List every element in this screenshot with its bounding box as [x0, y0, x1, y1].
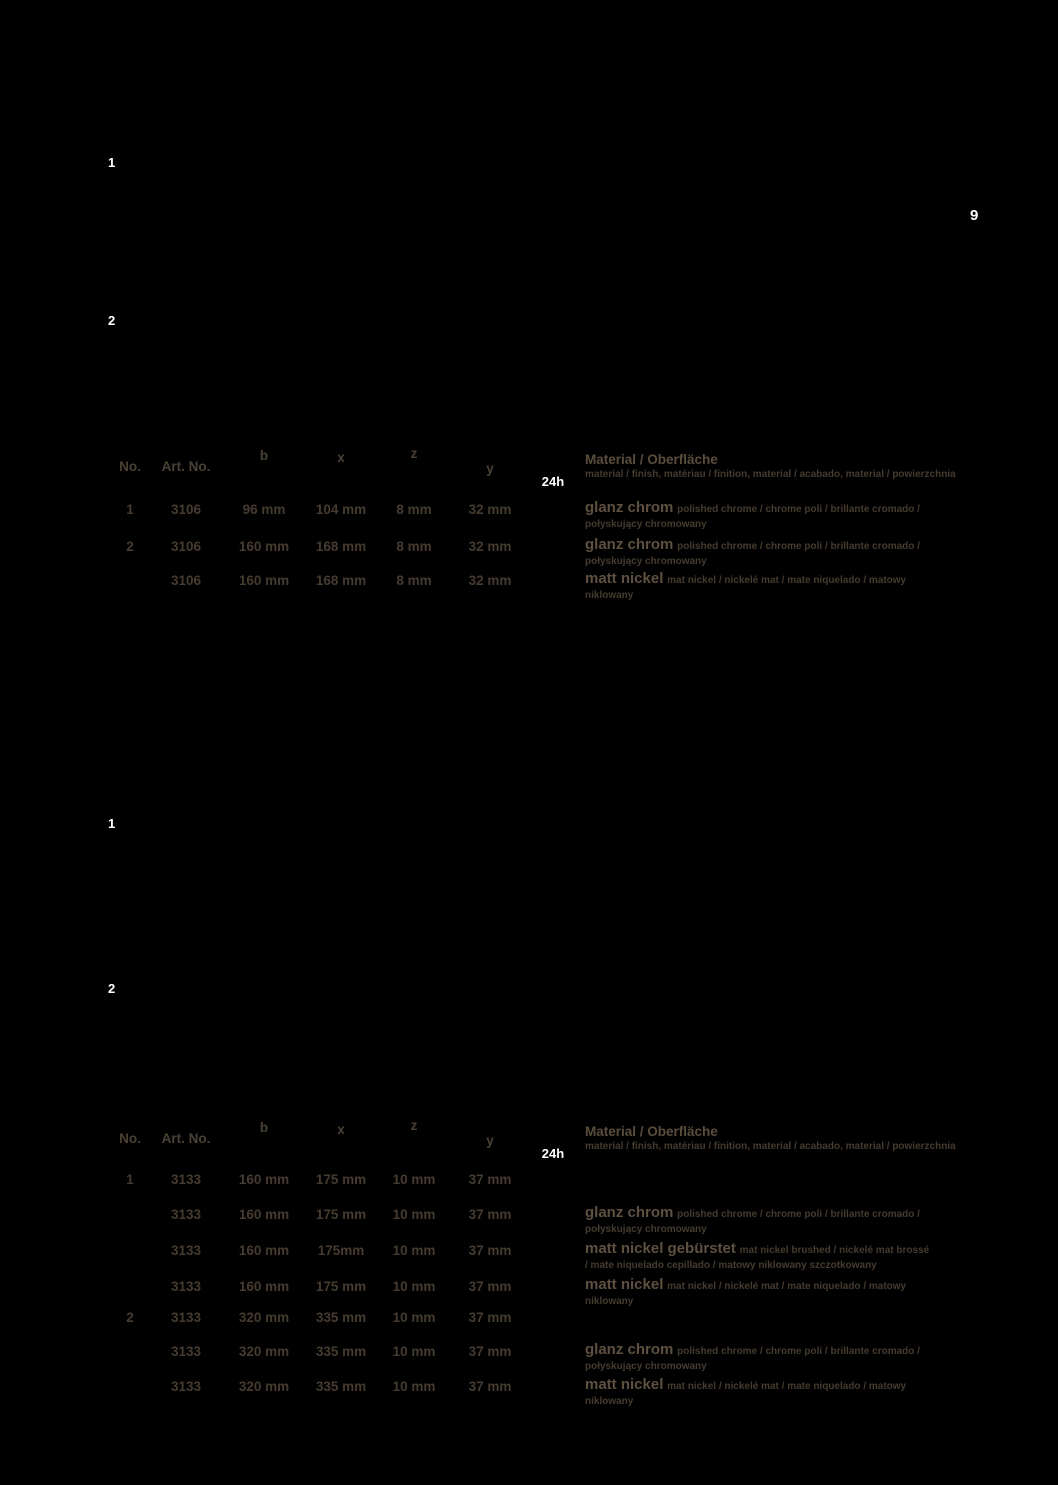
finish-name: matt nickel — [585, 1276, 664, 1293]
cell-material — [585, 1206, 930, 1236]
cell-b: 320 mm — [238, 1344, 290, 1359]
cell-art-no: 3133 — [170, 1279, 202, 1294]
finish-name: glanz chrom — [585, 1204, 674, 1221]
section1-item-label-2: 2 — [108, 313, 116, 328]
table-row — [0, 570, 1058, 601]
cell-art-no: 3133 — [170, 1344, 202, 1359]
cell-x: 175 mm — [315, 1172, 367, 1187]
cell-y: 37 mm — [468, 1344, 512, 1359]
cell-z: 10 mm — [392, 1243, 436, 1258]
spec-table-2-header — [0, 1118, 1058, 1161]
table-row — [0, 1310, 1058, 1326]
table-row — [0, 1172, 1058, 1188]
header-no: No. — [119, 459, 141, 474]
availability-24h-badge: 24h — [541, 474, 565, 489]
header-no: No. — [119, 1131, 141, 1146]
cell-y: 32 mm — [468, 573, 512, 588]
table-row — [0, 499, 1058, 530]
cell-z: 10 mm — [392, 1172, 436, 1187]
cell-x: 104 mm — [315, 502, 367, 517]
finish-description: polished chrome / chrome poli / brillante cromado / połyskujący chromowany — [585, 504, 920, 530]
cell-x: 175mm — [317, 1243, 365, 1258]
cell-y: 37 mm — [468, 1172, 512, 1187]
cell-material — [585, 1378, 930, 1408]
cell-z: 8 mm — [396, 573, 432, 588]
finish-description: mat nickel brushed / nickelé mat brossé / mate niquelado cepillado / matowy niklowany szczotkowany — [585, 1245, 930, 1271]
cell-art-no: 3133 — [170, 1379, 202, 1394]
cell-b: 96 mm — [242, 502, 286, 517]
finish-name: matt nickel gebürstet — [585, 1240, 736, 1257]
header-material-title: Material / Oberfläche — [585, 1124, 718, 1139]
header-x: x — [337, 450, 345, 465]
cell-material — [585, 1278, 930, 1308]
cell-z: 10 mm — [392, 1279, 436, 1294]
cell-y: 37 mm — [468, 1279, 512, 1294]
header-y: y — [486, 1133, 494, 1148]
finish-description: polished chrome / chrome poli / brillante cromado / połyskujący chromowany — [585, 541, 920, 567]
finish-name: matt nickel — [585, 1376, 664, 1393]
cell-x: 335 mm — [315, 1310, 367, 1325]
table-row — [0, 1376, 1058, 1407]
cell-no: 2 — [126, 1310, 134, 1325]
cell-x: 168 mm — [315, 573, 367, 588]
cell-material — [585, 1343, 930, 1373]
finish-description: mat nickel / nickelé mat / mate niquelado / matowy niklowany — [585, 1281, 907, 1307]
table-row — [0, 1276, 1058, 1307]
cell-no: 1 — [126, 502, 134, 517]
table-row — [0, 536, 1058, 567]
header-material-title: Material / Oberfläche — [585, 452, 718, 467]
availability-24h-badge: 24h — [541, 1146, 565, 1161]
cell-no: 2 — [126, 539, 134, 554]
cell-art-no: 3133 — [170, 1172, 202, 1187]
cell-b: 160 mm — [238, 573, 290, 588]
finish-description: polished chrome / chrome poli / brillante cromado / połyskujący chromowany — [585, 1346, 920, 1372]
cell-b: 320 mm — [238, 1310, 290, 1325]
table-row — [0, 1341, 1058, 1372]
cell-material — [585, 538, 930, 568]
section2-item-label-2: 2 — [108, 981, 116, 996]
cell-y: 37 mm — [468, 1379, 512, 1394]
cell-art-no: 3133 — [170, 1310, 202, 1325]
section1-item-label-1: 1 — [108, 155, 116, 170]
cell-x: 335 mm — [315, 1379, 367, 1394]
cell-z: 10 mm — [392, 1207, 436, 1222]
header-z: z — [410, 1118, 418, 1133]
cell-x: 175 mm — [315, 1207, 367, 1222]
header-b: b — [259, 1120, 269, 1135]
cell-y: 37 mm — [468, 1310, 512, 1325]
header-material-subtitle: material / finish, matériau / finition, material / acabado, material / powierzchnia — [585, 1141, 956, 1152]
page-number: 9 — [970, 207, 979, 224]
section2-item-label-1: 1 — [108, 816, 116, 831]
finish-description: mat nickel / nickelé mat / mate niquelado / matowy niklowany — [585, 1381, 907, 1407]
spec-table-1-header — [0, 446, 1058, 489]
cell-b: 320 mm — [238, 1379, 290, 1394]
cell-y: 37 mm — [468, 1207, 512, 1222]
cell-y: 37 mm — [468, 1243, 512, 1258]
cell-y: 32 mm — [468, 539, 512, 554]
header-y: y — [486, 461, 494, 476]
header-z: z — [410, 446, 418, 461]
cell-material — [585, 1242, 930, 1272]
cell-art-no: 3133 — [170, 1207, 202, 1222]
finish-name: matt nickel — [585, 570, 664, 587]
cell-b: 160 mm — [238, 1172, 290, 1187]
finish-name: glanz chrom — [585, 536, 674, 553]
cell-z: 8 mm — [396, 502, 432, 517]
header-b: b — [259, 448, 269, 463]
header-material-subtitle: material / finish, matériau / finition, material / acabado, material / powierzchnia — [585, 469, 956, 480]
cell-x: 168 mm — [315, 539, 367, 554]
cell-art-no: 3133 — [170, 1243, 202, 1258]
finish-description: polished chrome / chrome poli / brillante cromado / połyskujący chromowany — [585, 1209, 920, 1235]
cell-art-no: 3106 — [170, 539, 202, 554]
cell-z: 8 mm — [396, 539, 432, 554]
finish-description: mat nickel / nickelé mat / mate niquelado / matowy niklowany — [585, 575, 907, 601]
header-art-no: Art. No. — [161, 1131, 211, 1146]
cell-art-no: 3106 — [170, 502, 202, 517]
cell-b: 160 mm — [238, 539, 290, 554]
finish-name: glanz chrom — [585, 1341, 674, 1358]
header-x: x — [337, 1122, 345, 1137]
cell-b: 160 mm — [238, 1243, 290, 1258]
cell-art-no: 3106 — [170, 573, 202, 588]
cell-y: 32 mm — [468, 502, 512, 517]
table-row — [0, 1240, 1058, 1271]
finish-name: glanz chrom — [585, 499, 674, 516]
table-row — [0, 1204, 1058, 1235]
cell-material — [585, 501, 930, 531]
cell-material — [585, 572, 930, 602]
cell-x: 175 mm — [315, 1279, 367, 1294]
cell-b: 160 mm — [238, 1279, 290, 1294]
header-art-no: Art. No. — [161, 459, 211, 474]
cell-x: 335 mm — [315, 1344, 367, 1359]
cell-b: 160 mm — [238, 1207, 290, 1222]
cell-no: 1 — [126, 1172, 134, 1187]
cell-z: 10 mm — [392, 1379, 436, 1394]
cell-z: 10 mm — [392, 1310, 436, 1325]
cell-z: 10 mm — [392, 1344, 436, 1359]
